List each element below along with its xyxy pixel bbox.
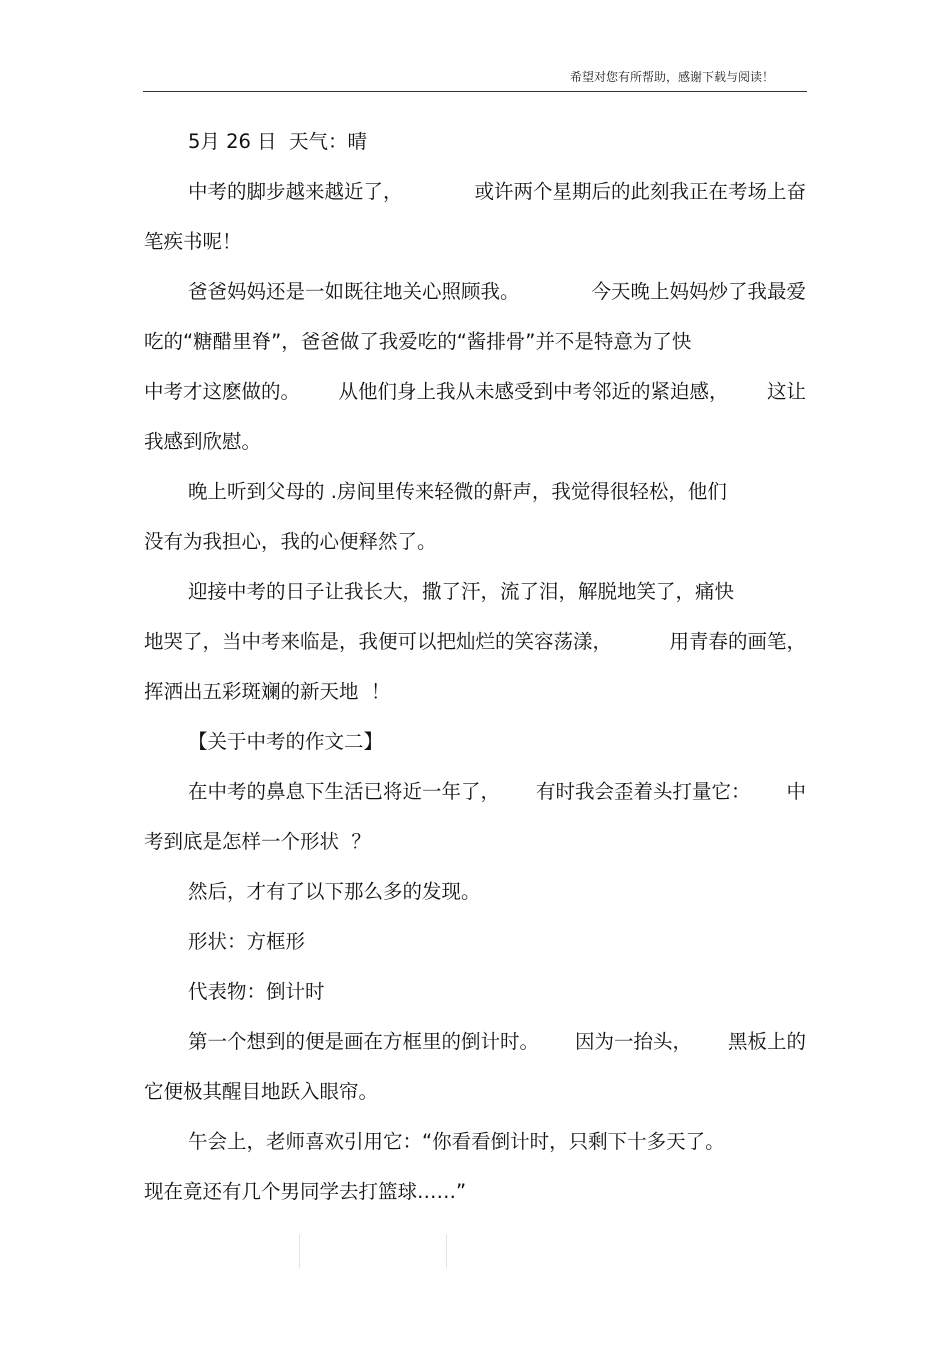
paragraph-line: [144, 380, 806, 404]
text-segment: 中考才这麽做的。: [144, 380, 301, 403]
paragraph-line: [144, 630, 806, 654]
paragraph-line: 吃的“糖醋里脊”，爸爸做了我爱吃的“酱排骨”并不是特意为了快: [144, 330, 692, 353]
section-heading: 【关于中考的作文二】: [188, 730, 384, 753]
paragraph-line: 挥洒出五彩斑斓的新天地 ！: [144, 680, 391, 703]
text-segment: 中: [786, 780, 806, 803]
text-segment: 有时我会歪着头打量它：: [535, 780, 751, 803]
paragraph-line: [188, 280, 806, 304]
paragraph-line: 它便极其醒目地跃入眼帘。: [144, 1080, 379, 1103]
paragraph-line: 没有为我担心，我的心便释然了。: [144, 530, 437, 553]
paragraph-line: 现在竟还有几个男同学去打篮球……”: [144, 1180, 467, 1203]
paragraph-line: 我感到欣慰。: [144, 430, 262, 453]
text-segment: 因为一抬头，: [574, 1030, 692, 1053]
text-segment: 从他们身上我从未感受到中考邻近的紧迫感，: [338, 380, 729, 403]
paragraph-line: [188, 180, 806, 204]
paragraph-line: [188, 1030, 806, 1054]
paragraph-line: 午会上，老师喜欢引用它：“你看看倒计时，只剩下十多天了。: [188, 1130, 725, 1153]
paragraph-line: 形状：方框形: [188, 930, 306, 953]
footer-frame: [299, 1234, 447, 1268]
paragraph-line: 笔疾书呢！: [144, 230, 242, 253]
text-segment: 爸爸妈妈还是一如既往地关心照顾我。: [188, 280, 520, 303]
text-segment: 中考的脚步越来越近了，: [188, 180, 403, 203]
paragraph-line: 然后，才有了以下那么多的发现。: [188, 880, 481, 903]
text-segment: 在中考的鼻息下生活已将近一年了，: [188, 780, 501, 803]
page-header-text: 希望对您有所帮助，感谢下载与阅读！: [569, 70, 774, 84]
text-segment: 第一个想到的便是画在方框里的倒计时。: [188, 1030, 540, 1053]
paragraph-line: 考到底是怎样一个形状 ？: [144, 830, 371, 853]
text-segment: 今天晚上妈妈炒了我最爱: [591, 280, 806, 303]
text-segment: 这让: [766, 380, 806, 403]
paragraph-line: 晚上听到父母的 .房间里传来轻微的鼾声，我觉得很轻松，他们: [188, 480, 727, 503]
text-segment: 用青春的画笔，: [669, 630, 806, 653]
text-segment: 黑板上的: [727, 1030, 806, 1053]
paragraph-line: [188, 780, 806, 804]
text-segment: 地哭了，当中考来临是，我便可以把灿烂的笑容荡漾，: [144, 630, 613, 653]
paragraph-line: 代表物：倒计时: [188, 980, 325, 1003]
header-divider: [143, 91, 807, 92]
diary-date-line: 5月 26 日 天气：晴: [188, 130, 368, 153]
paragraph-line: 迎接中考的日子让我长大，撒了汗，流了泪，解脱地笑了，痛快: [188, 580, 735, 603]
text-segment: 或许两个星期后的此刻我正在考场上奋: [474, 180, 806, 203]
